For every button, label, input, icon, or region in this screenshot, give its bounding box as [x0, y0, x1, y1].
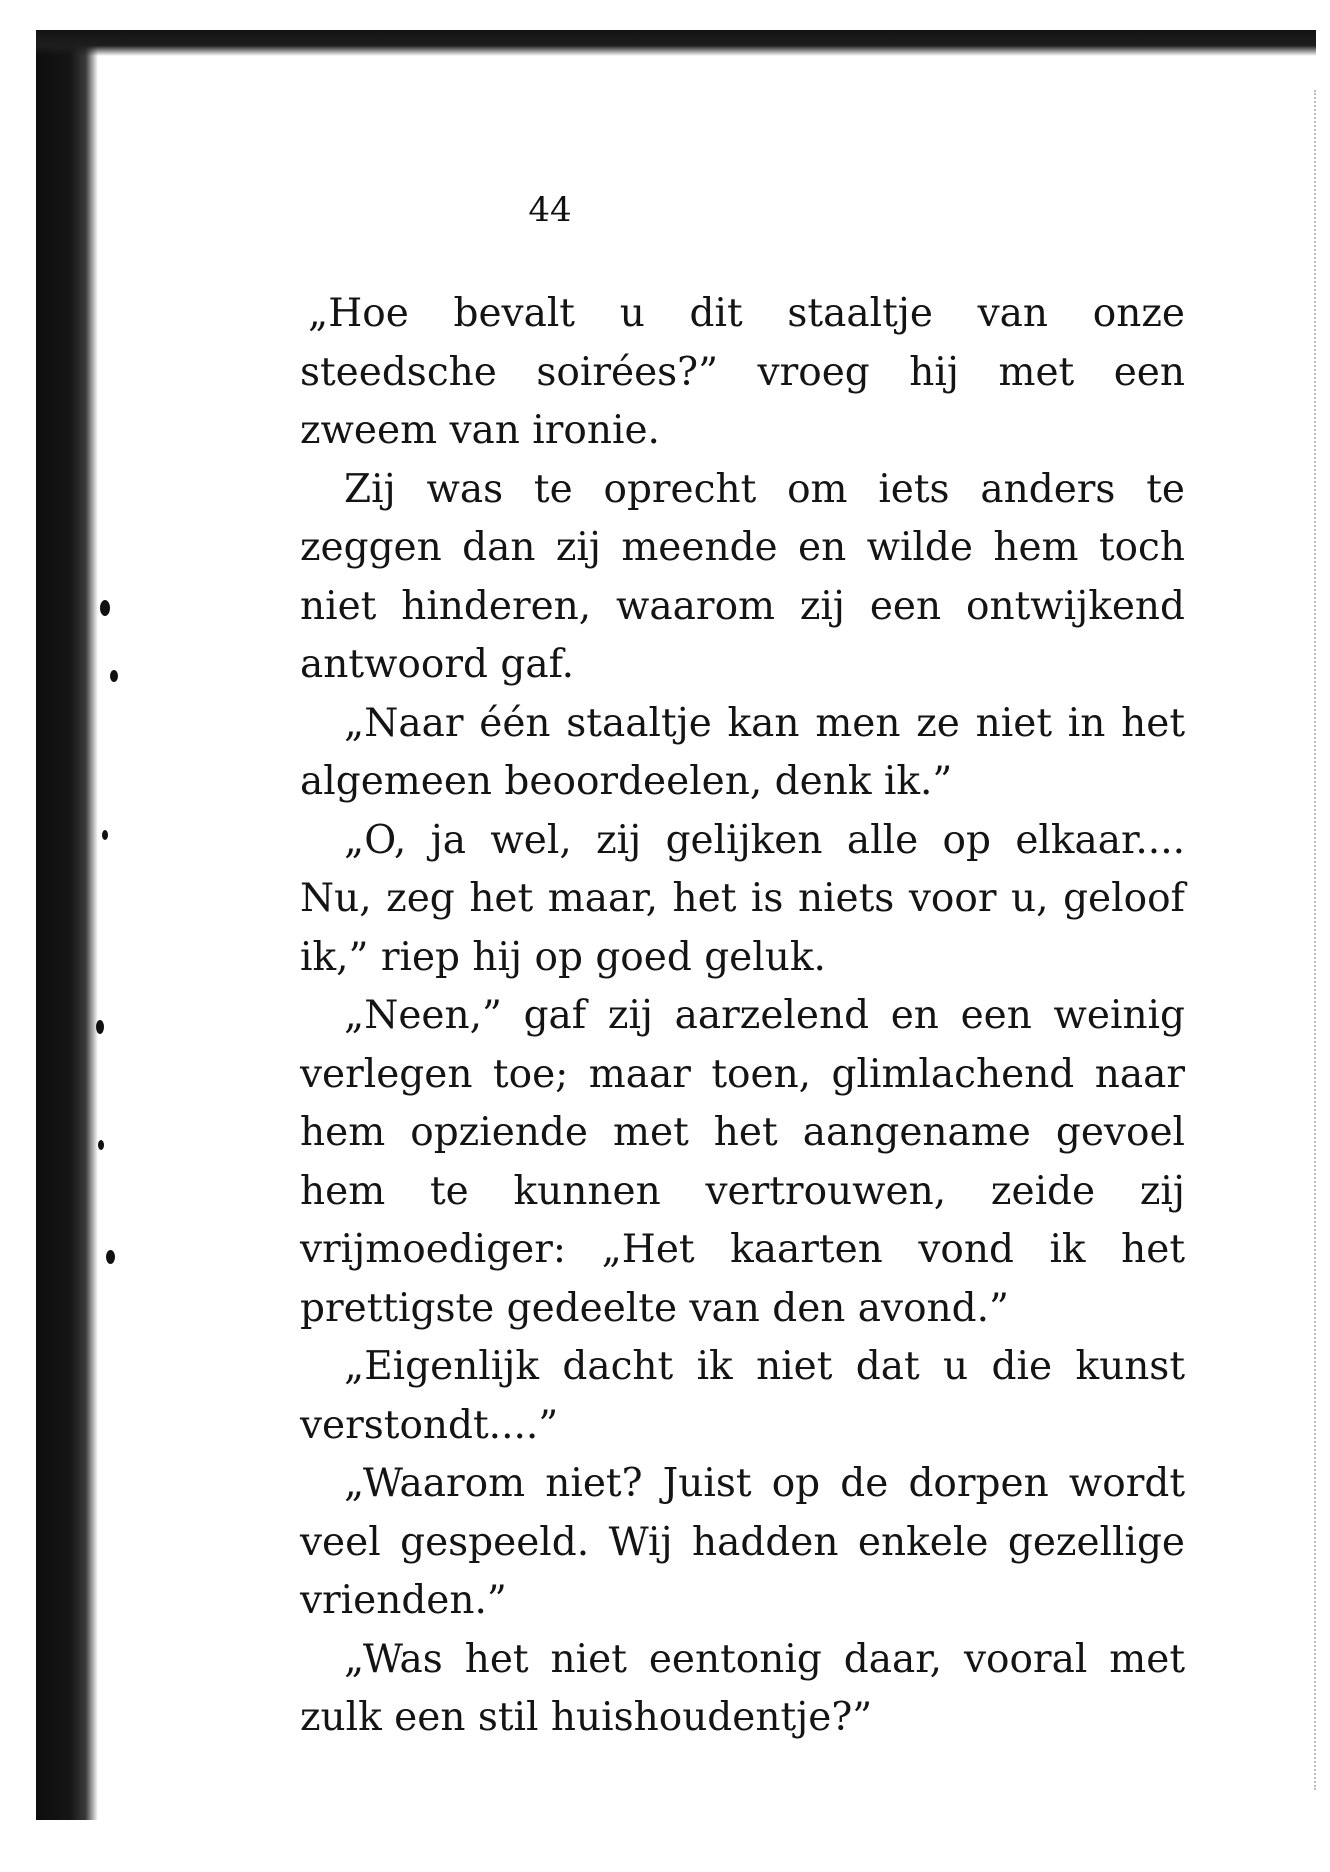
- page-number: 44: [528, 190, 572, 230]
- paragraph: „Was het niet eentonig daar, vooral met zulk een stil huishoudentje?”: [300, 1636, 1185, 1740]
- scan-edge-dots: [1308, 90, 1316, 1790]
- scanned-top-edge: [36, 30, 1316, 56]
- paragraph: „Waarom niet? Juist op de dorpen wordt veel gespeeld. Wij hadden enkele gezellige vrienden.”: [300, 1461, 1185, 1623]
- paragraph: „O, ja wel, zij gelijken alle op elkaar.... Nu, zeg het maar, het is niets voor u, geloof ik,” riep hij op goed geluk.: [300, 817, 1185, 980]
- paragraph: „Naar één staaltje kan men ze niet in het algemeen beoordeelen, denk ik.”: [300, 700, 1185, 804]
- paragraph: „Neen,” gaf zij aarzelend en een weinig verlegen toe; maar toen, glimlachend naar hem opziende met het aangename gevoel hem te kunnen vertrouwen, zeide zij vrijmoediger: „Het kaarten vond ik het prettigste gedeelte van den avond.”: [300, 993, 1185, 1331]
- scanned-binding-edge: [36, 30, 98, 1820]
- scan-specks: [96, 60, 156, 1760]
- body-text: [300, 285, 1185, 1748]
- paragraph: „Eigenlijk dacht ik niet dat u die kunst verstondt....”: [300, 1344, 1185, 1448]
- paragraph: Zij was te oprecht om iets anders te zeggen dan zij meende en wilde hem toch niet hinderen, waarom zij een ontwijkend antwoord gaf.: [300, 466, 1185, 687]
- paragraph: „Hoe bevalt u dit staaltje van onze steedsche soirées?” vroeg hij met een zweem van ironie.: [300, 291, 1185, 453]
